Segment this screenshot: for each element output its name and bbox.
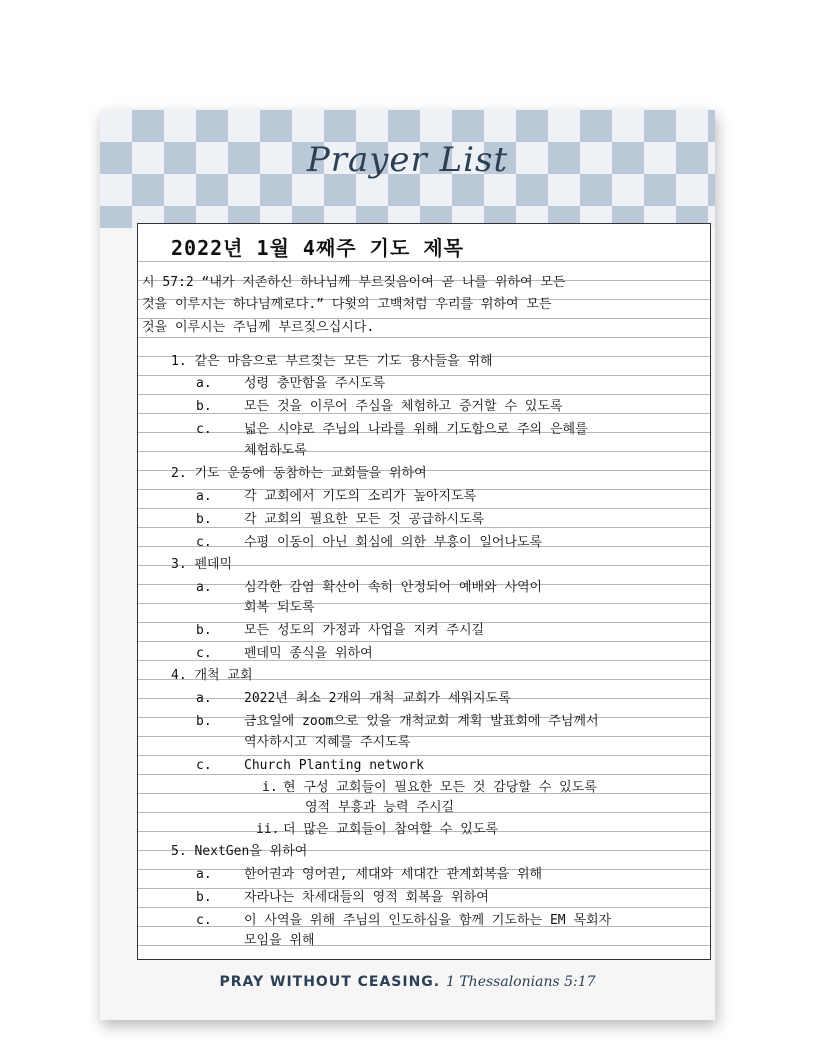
item-mark: b. [196, 623, 212, 638]
item-text: 이 사역을 위해 주님의 인도하심을 함께 기도하는 EM 목회자 [244, 913, 612, 928]
prayer-sheet [137, 223, 711, 960]
item-text: 자라나는 차세대들의 영적 회복을 위하여 [244, 890, 489, 905]
item-text: 각 교회의 필요한 모든 것 공급하시도록 [244, 512, 485, 527]
item-text: 금요일에 zoom으로 있을 개척교회 계획 발표회에 주님께서 [244, 714, 599, 729]
item-mark: c. [196, 422, 212, 437]
item-mark: a. [196, 867, 212, 882]
section-1 [171, 353, 493, 371]
prayer-card [100, 110, 715, 1020]
footer-verse [100, 974, 715, 990]
footer-main: PRAY WITHOUT CEASING. [219, 974, 441, 990]
item-mark: c. [196, 913, 212, 928]
item-text-cont: 역사하시고 지혜를 주시도록 [244, 735, 411, 750]
item-mark: c. [196, 646, 212, 661]
item-text-cont: 모임을 위해 [244, 933, 315, 948]
page-title: 2022년 1월 4째주 기도 제목 [171, 236, 464, 260]
item-text: 수평 이동이 아닌 회심에 의한 부흥이 일어나도록 [244, 535, 543, 550]
card-title: Prayer List [306, 140, 509, 180]
section-number: 5. [171, 844, 187, 859]
section-title: 기도 운동에 동참하는 교회들을 위하여 [194, 466, 427, 481]
footer-ref: 1 Thessalonians 5:17 [445, 974, 596, 990]
item-text: 심각한 감염 확산이 속히 안정되어 예배와 사역이 [244, 580, 543, 595]
subitem-text: 더 많은 교회들이 참여할 수 있도록 [283, 822, 498, 837]
item-mark: a. [196, 691, 212, 706]
section-number: 2. [171, 466, 187, 481]
section-title: NextGen을 위하여 [194, 844, 308, 859]
section-title: 개척 교회 [194, 668, 253, 683]
item-mark: b. [196, 512, 212, 527]
item-mark: a. [196, 489, 212, 504]
item-text: 모든 것을 이루어 주심을 체험하고 증거할 수 있도록 [244, 399, 563, 414]
item-mark: c. [196, 758, 212, 773]
item-mark: b. [196, 890, 212, 905]
section-5 [171, 843, 307, 861]
item-mark: b. [196, 399, 212, 414]
item-text: 모든 성도의 가정과 사업을 지켜 주시길 [244, 623, 485, 638]
item-text: 2022년 최소 2개의 개척 교회가 세워지도록 [244, 691, 511, 706]
subitem-text-cont: 영적 부흥과 능력 주시길 [305, 800, 455, 815]
section-number: 4. [171, 668, 187, 683]
item-text: 펜데믹 종식을 위하여 [244, 646, 373, 661]
item-mark: b. [196, 714, 212, 729]
intro-line-2: 것을 이루시는 하나님께로다.” 다윗의 고백처럼 우리를 위하여 모든 [142, 297, 552, 312]
item-text: 넓은 시야로 주님의 나라를 위해 기도함으로 주의 은혜를 [244, 422, 588, 437]
subitem-text: 현 구성 교회들이 필요한 모든 것 감당할 수 있도록 [283, 780, 597, 795]
item-text: Church Planting network [244, 758, 425, 773]
item-text: 각 교회에서 기도의 소리가 높아지도록 [244, 489, 477, 504]
section-number: 1. [171, 354, 187, 369]
item-text-cont: 체험하도록 [244, 443, 307, 458]
section-2 [171, 465, 427, 483]
item-text: 성령 충만함을 주시도록 [244, 376, 386, 391]
subitem-mark: i. [262, 780, 278, 795]
subitem-mark: ii. [256, 822, 280, 837]
item-text: 한어권과 영어권, 세대와 세대간 관계회복을 위해 [244, 867, 543, 882]
section-title: 같은 마음으로 부르짖는 모든 기도 용사들을 위해 [194, 354, 493, 369]
intro-line-3: 것을 이루시는 주님께 부르짖으십시다. [142, 320, 375, 335]
intro-line-1: 시 57:2 “내가 지존하신 하나님께 부르짖음이여 곧 나를 위하여 모든 [142, 275, 566, 290]
item-text-cont: 회복 되도록 [244, 600, 315, 615]
section-title: 펜데믹 [194, 557, 233, 572]
section-4 [171, 667, 253, 685]
item-mark: c. [196, 535, 212, 550]
section-3 [171, 556, 232, 574]
item-mark: a. [196, 580, 212, 595]
section-number: 3. [171, 557, 187, 572]
item-mark: a. [196, 376, 212, 391]
